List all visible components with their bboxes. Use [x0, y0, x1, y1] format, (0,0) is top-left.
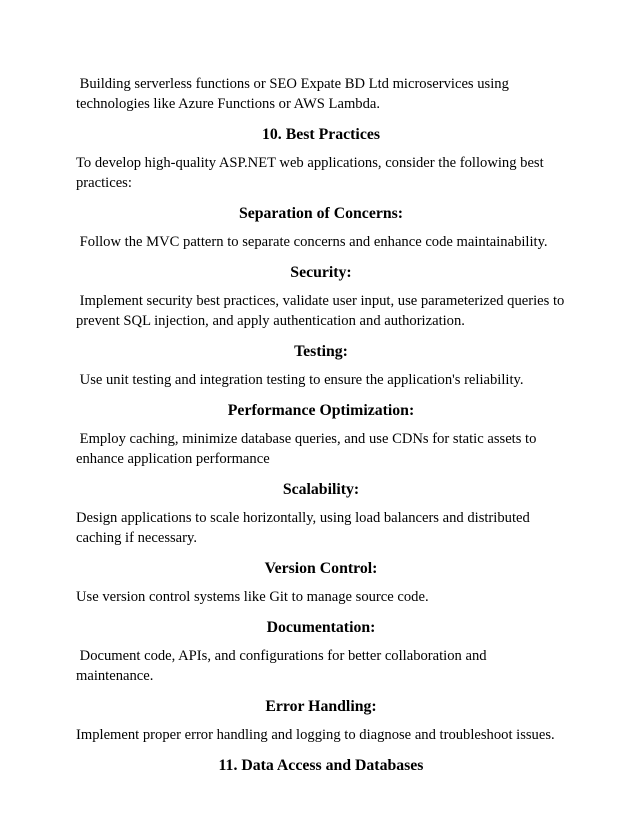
heading-best-practices: 10. Best Practices [262, 126, 380, 143]
paragraph-security: Implement security best practices, validate user input, use parameterized queries to prevent SQL injection, and apply authentication and authorization. [76, 293, 568, 329]
heading-testing: Testing: [294, 343, 348, 360]
paragraph-serverless: Building serverless functions or SEO Expate BD Ltd microservices using technologies like Azure Functions or AWS Lambda. [76, 76, 513, 112]
paragraph-best-practices-intro: To develop high-quality ASP.NET web applications, consider the following best practices: [76, 155, 548, 191]
heading-documentation: Documentation: [266, 619, 376, 636]
paragraph-documentation: Document code, APIs, and configurations for better collaboration and maintenance. [76, 648, 491, 684]
paragraph-version-control: Use version control systems like Git to manage source code. [76, 589, 429, 605]
heading-separation-of-concerns: Separation of Concerns: [238, 205, 404, 222]
heading-security: Security: [290, 264, 352, 281]
heading-performance-optimization: Performance Optimization: [227, 402, 415, 419]
paragraph-separation-of-concerns: Follow the MVC pattern to separate concerns and enhance code maintainability. [76, 234, 548, 250]
paragraph-scalability: Design applications to scale horizontally, using load balancers and distributed caching if necessary. [76, 510, 534, 546]
document-page [76, 74, 566, 776]
paragraph-performance-optimization: Employ caching, minimize database queries, and use CDNs for static assets to enhance application performance [76, 431, 541, 467]
heading-version-control: Version Control: [264, 560, 378, 577]
paragraph-testing: Use unit testing and integration testing to ensure the application's reliability. [76, 372, 524, 388]
paragraph-error-handling: Implement proper error handling and logging to diagnose and troubleshoot issues. [76, 727, 555, 743]
heading-error-handling: Error Handling: [265, 698, 377, 715]
heading-scalability: Scalability: [282, 481, 360, 498]
heading-data-access-and-databases: 11. Data Access and Databases [218, 757, 424, 774]
